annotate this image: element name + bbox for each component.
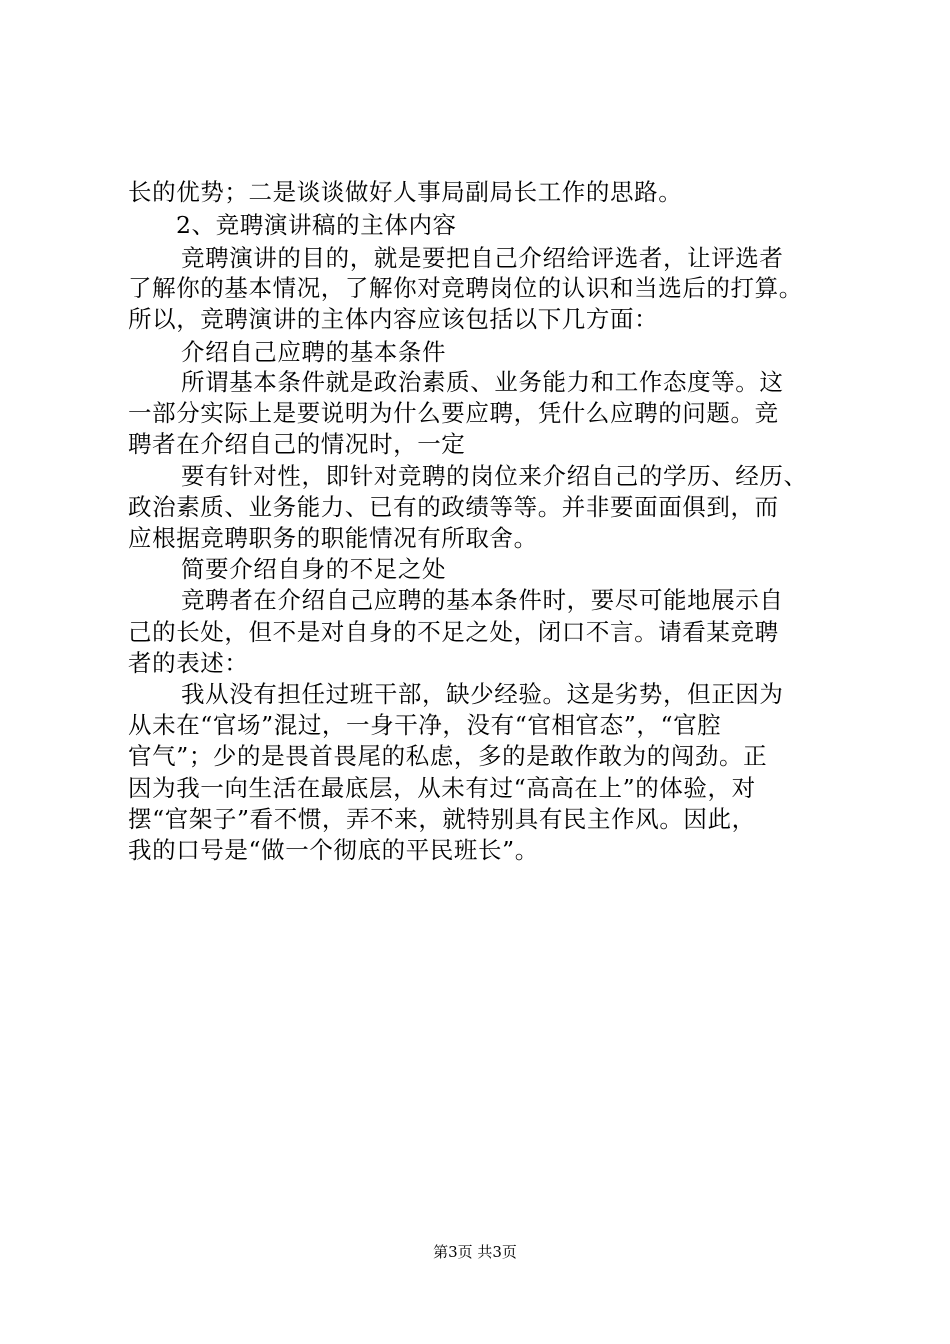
section-heading: 2、竞聘演讲稿的主体内容 [176,211,457,239]
body-text-line: 官气”；少的是畏首畏尾的私虑，多的是敢作敢为的闯劲。正 [128,742,768,770]
page-number-footer: 第3页 共3页 [433,1243,517,1261]
body-text-line: 摆“官架子”看不惯，弄不来，就特别具有民主作风。因此， [128,805,756,833]
body-text-line: 一部分实际上是要说明为什么要应聘，凭什么应聘的问题。竞 [128,399,779,427]
subheading: 介绍自己应聘的基本条件 [181,338,447,366]
body-text-line: 所谓基本条件就是政治素质、业务能力和工作态度等。这 [181,368,784,396]
body-text-line: 所以，竞聘演讲的主体内容应该包括以下几方面： [128,305,659,333]
body-text-line: 我的口号是“做一个彻底的平民班长”。 [128,836,539,864]
body-text-line: 竞聘演讲的目的，就是要把自己介绍给评选者，让评选者 [181,244,784,272]
body-text-line: 竞聘者在介绍自己应聘的基本条件时，要尽可能地展示自 [181,586,784,614]
body-text-line: 者的表述： [128,649,249,677]
body-text-line: 了解你的基本情况，了解你对竞聘岗位的认识和当选后的打算。 [128,274,803,302]
body-text-line: 从未在“官场”混过，一身干净，没有“官相官态”，“官腔 [128,711,722,739]
body-text-line: 我从没有担任过班干部，缺少经验。这是劣势，但正因为 [181,680,784,708]
body-text-line: 因为我一向生活在最底层，从未有过“高高在上”的体验，对 [128,774,756,802]
subheading: 简要介绍自身的不足之处 [181,555,447,583]
body-text-line: 长的优势；二是谈谈做好人事局副局长工作的思路。 [128,178,683,206]
body-text-line: 应根据竞聘职务的职能情况有所取舍。 [128,524,538,552]
body-text-line: 聘者在介绍自己的情况时，一定 [128,430,466,458]
body-text-line: 己的长处，但不是对自身的不足之处，闭口不言。请看某竞聘 [128,618,779,646]
body-text-line: 要有针对性，即针对竞聘的岗位来介绍自己的学历、经历、 [181,462,808,490]
body-text-line: 政治素质、业务能力、已有的政绩等等。并非要面面俱到，而 [128,493,779,521]
